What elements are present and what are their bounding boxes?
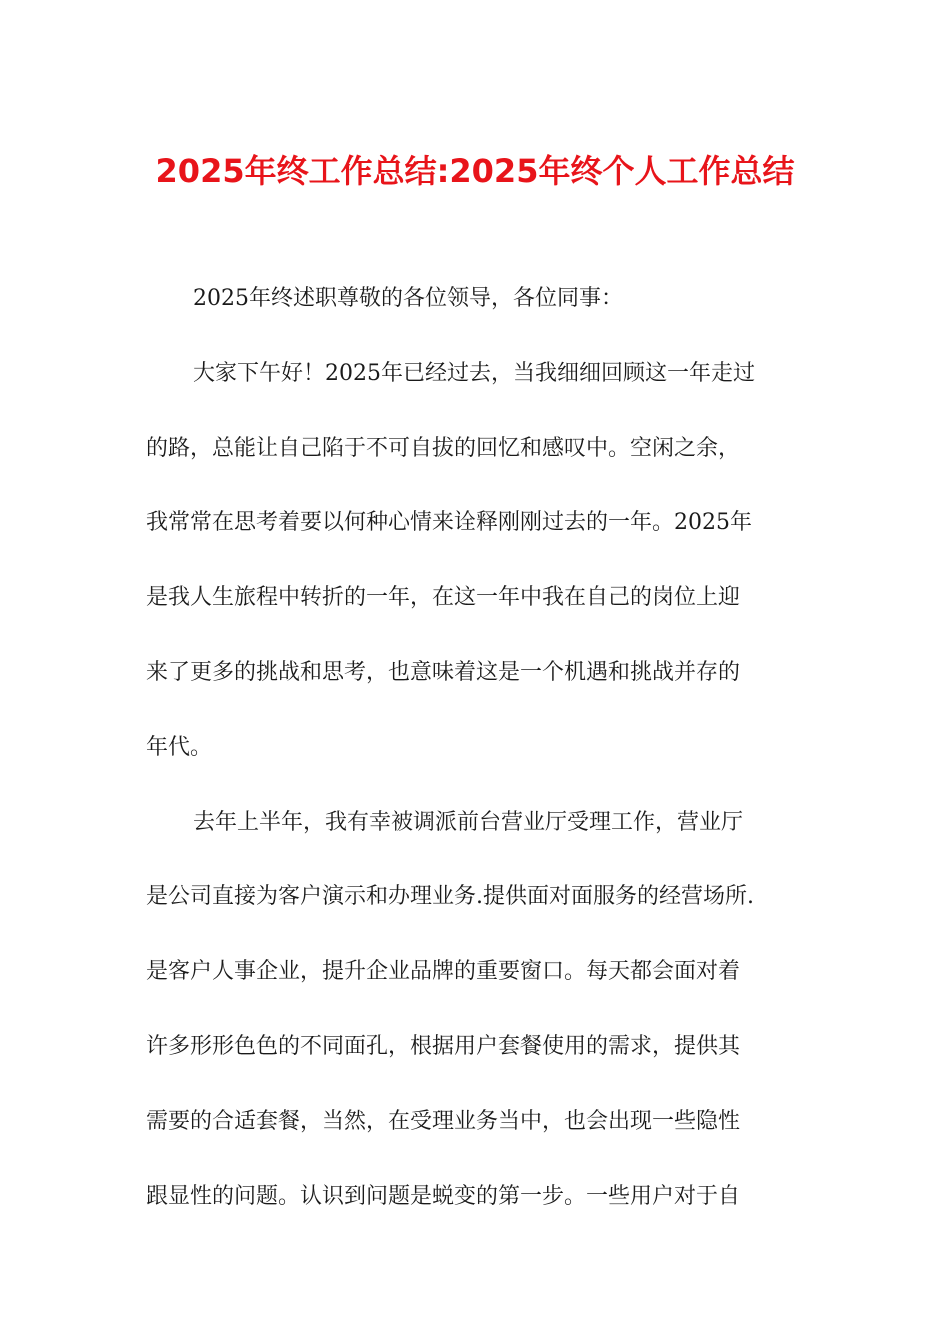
document-title: 2025年终工作总结:2025年终个人工作总结 (155, 152, 795, 190)
text-line: 我常常在思考着要以何种心情来诠释刚刚过去的一年。2025年 (146, 510, 752, 536)
text-line: 大家下午好！2025年已经过去，当我细细回顾这一年走过 (193, 360, 755, 386)
text-line: 是我人生旅程中转折的一年，在这一年中我在自己的岗位上迎 (146, 585, 741, 611)
text-line: 来了更多的挑战和思考，也意味着这是一个机遇和挑战并存的 (146, 659, 741, 685)
text-line: 需要的合适套餐，当然，在受理业务当中，也会出现一些隐性 (146, 1108, 741, 1134)
text-line: 的路，总能让自己陷于不可自拔的回忆和感叹中。空闲之余， (146, 435, 741, 461)
text-line: 年代。 (146, 734, 213, 760)
text-line: 去年上半年，我有幸被调派前台营业厅受理工作，营业厅 (193, 809, 744, 835)
text-line: 许多形形色色的不同面孔，根据用户套餐使用的需求，提供其 (146, 1033, 741, 1059)
text-line: 是公司直接为客户演示和办理业务.提供面对面服务的经营场所. (146, 884, 754, 910)
document-body (146, 275, 806, 1247)
text-line: 跟显性的问题。认识到问题是蜕变的第一步。一些用户对于自 (146, 1183, 741, 1209)
text-line: 2025年终述职尊敬的各位领导，各位同事： (193, 286, 623, 311)
text-line: 是客户人事企业，提升企业品牌的重要窗口。每天都会面对着 (146, 959, 741, 985)
